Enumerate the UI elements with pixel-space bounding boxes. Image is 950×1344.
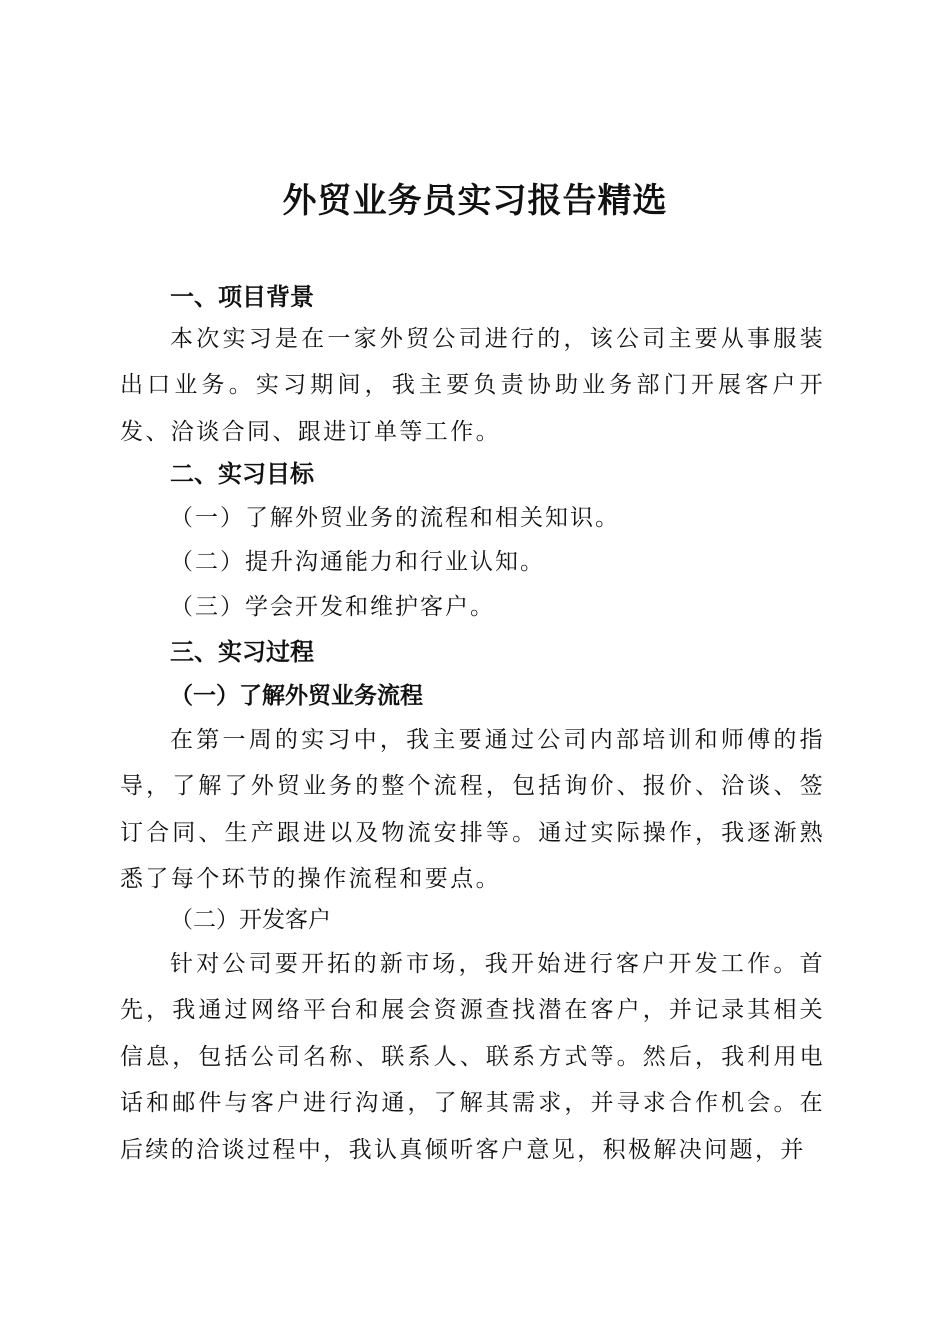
goal-item-1: （一）了解外贸业务的流程和相关知识。	[170, 505, 620, 531]
paragraph-background: 本次实习是在一家外贸公司进行的，该公司主要从事服装出口业务。实习期间，我主要负责协助业务部门开展客户开发、洽谈合同、跟进订单等工作。	[120, 326, 825, 445]
section-heading-goals: 二、实习目标	[170, 460, 314, 488]
goal-item-2: （二）提升沟通能力和行业认知。	[170, 549, 545, 575]
section-heading-process: 三、实习过程	[170, 638, 314, 666]
goal-item-3: （三）学会开发和维护客户。	[170, 594, 495, 620]
document-title: 外贸业务员实习报告精选	[282, 181, 668, 221]
paragraph-clients: 针对公司要开拓的新市场，我开始进行客户开发工作。首先，我通过网络平台和展会资源查找潜在客户，并记录其相关信息，包括公司名称、联系人、联系方式等。然后，我利用电话和邮件与客户进行沟通，了解其需求，并寻求合作机会。在后续的洽谈过程中，我认真倾听客户意见，积极解决问题，并	[120, 951, 825, 1163]
subsection-heading-clients: （二）开发客户	[170, 907, 331, 933]
subsection-heading-process: （一）了解外贸业务流程	[170, 682, 423, 709]
section-heading-background: 一、项目背景	[170, 283, 314, 311]
paragraph-process: 在第一周的实习中，我主要通过公司内部培训和师傅的指导，了解了外贸业务的整个流程，包括询价、报价、洽谈、签订合同、生产跟进以及物流安排等。通过实际操作，我逐渐熟悉了每个环节的操作流程和要点。	[120, 727, 825, 893]
